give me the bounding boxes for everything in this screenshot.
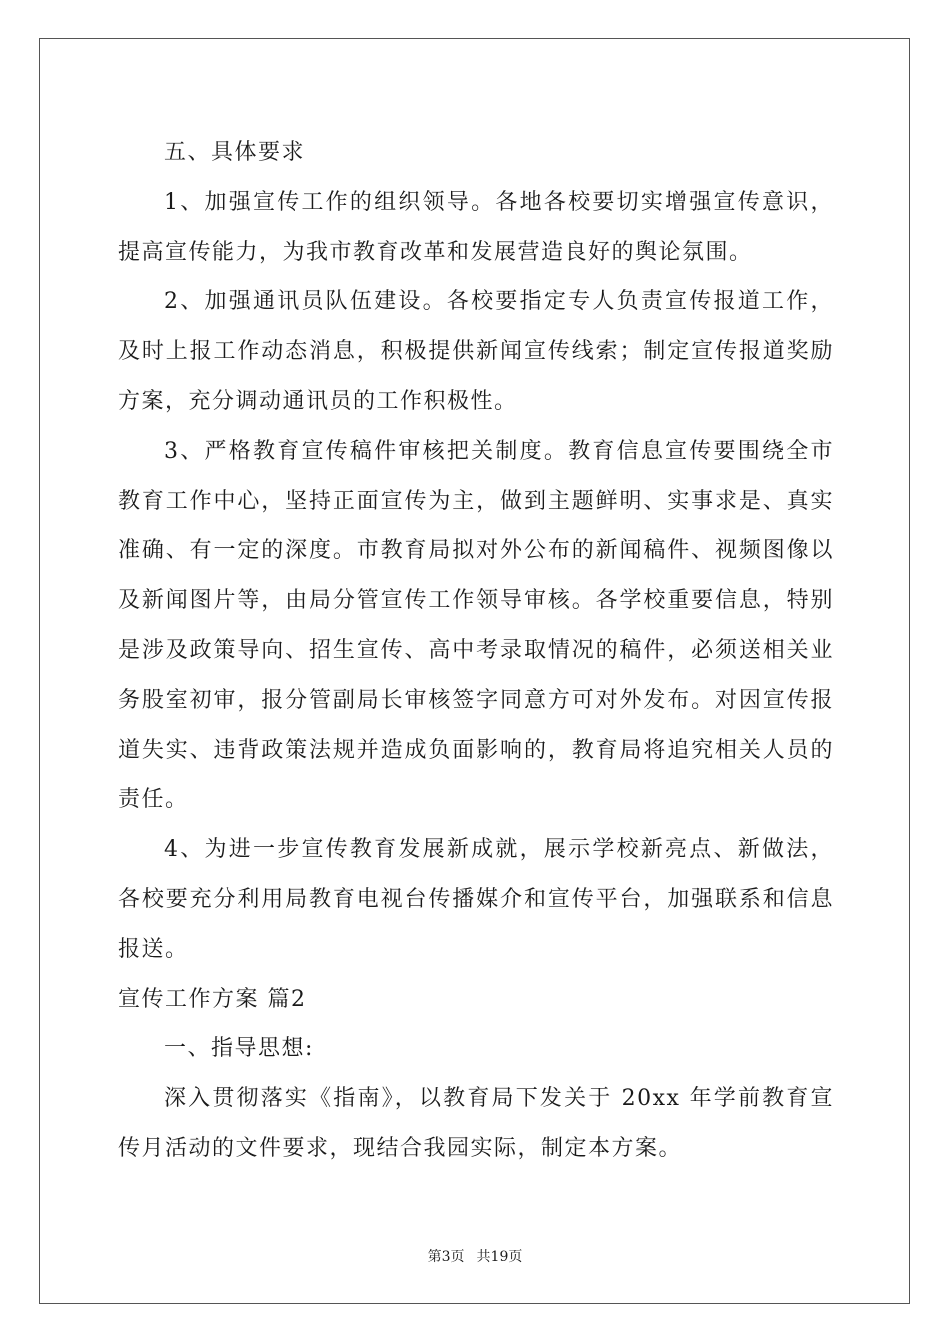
section-heading-requirements: 五、具体要求 (164, 140, 306, 165)
page-footer (0, 1246, 950, 1266)
paragraph-item-1: 1、加强宣传工作的组织领导。各地各校要切实增强宣传意识，提高宣传能力，为我市教育改革和发展营造良好的舆论氛围。 (118, 189, 834, 265)
paragraph-item-3: 3、严格教育宣传稿件审核把关制度。教育信息宣传要围绕全市教育工作中心，坚持正面宣传为主，做到主题鲜明、实事求是、真实准确、有一定的深度。市教育局拟对外公布的新闻稿件、视频图像以及新闻图片等，由局分管宣传工作领导审核。各学校重要信息，特别是涉及政策导向、招生宣传、高中考录取情况的稿件，必须送相关业务股室初审，报分管副局长审核签字同意方可对外发布。对因宣传报道失实、违背政策法规并造成负面影响的，教育局将追究相关人员的责任。 (118, 438, 834, 813)
plan-title-part-2: 宣传工作方案 篇2 (118, 986, 307, 1012)
page-number: 第3页 (427, 1249, 465, 1265)
document-body (118, 128, 834, 1174)
page-total: 共19页 (476, 1249, 523, 1265)
paragraph-guiding-thought: 深入贯彻落实《指南》，以教育局下发关于 20xx 年学前教育宣传月活动的文件要求，现结合我园实际，制定本方案。 (118, 1086, 834, 1161)
paragraph-item-2: 2、加强通讯员队伍建设。各校要指定专人负责宣传报道工作，及时上报工作动态消息，积极提供新闻宣传线索；制定宣传报道奖励方案，充分调动通讯员的工作积极性。 (118, 289, 834, 414)
paragraph-item-4: 4、为进一步宣传教育发展新成就，展示学校新亮点、新做法，各校要充分利用局教育电视台传播媒介和宣传平台，加强联系和信息报送。 (118, 837, 834, 962)
section-heading-guiding-thought: 一、指导思想: (164, 1036, 314, 1062)
